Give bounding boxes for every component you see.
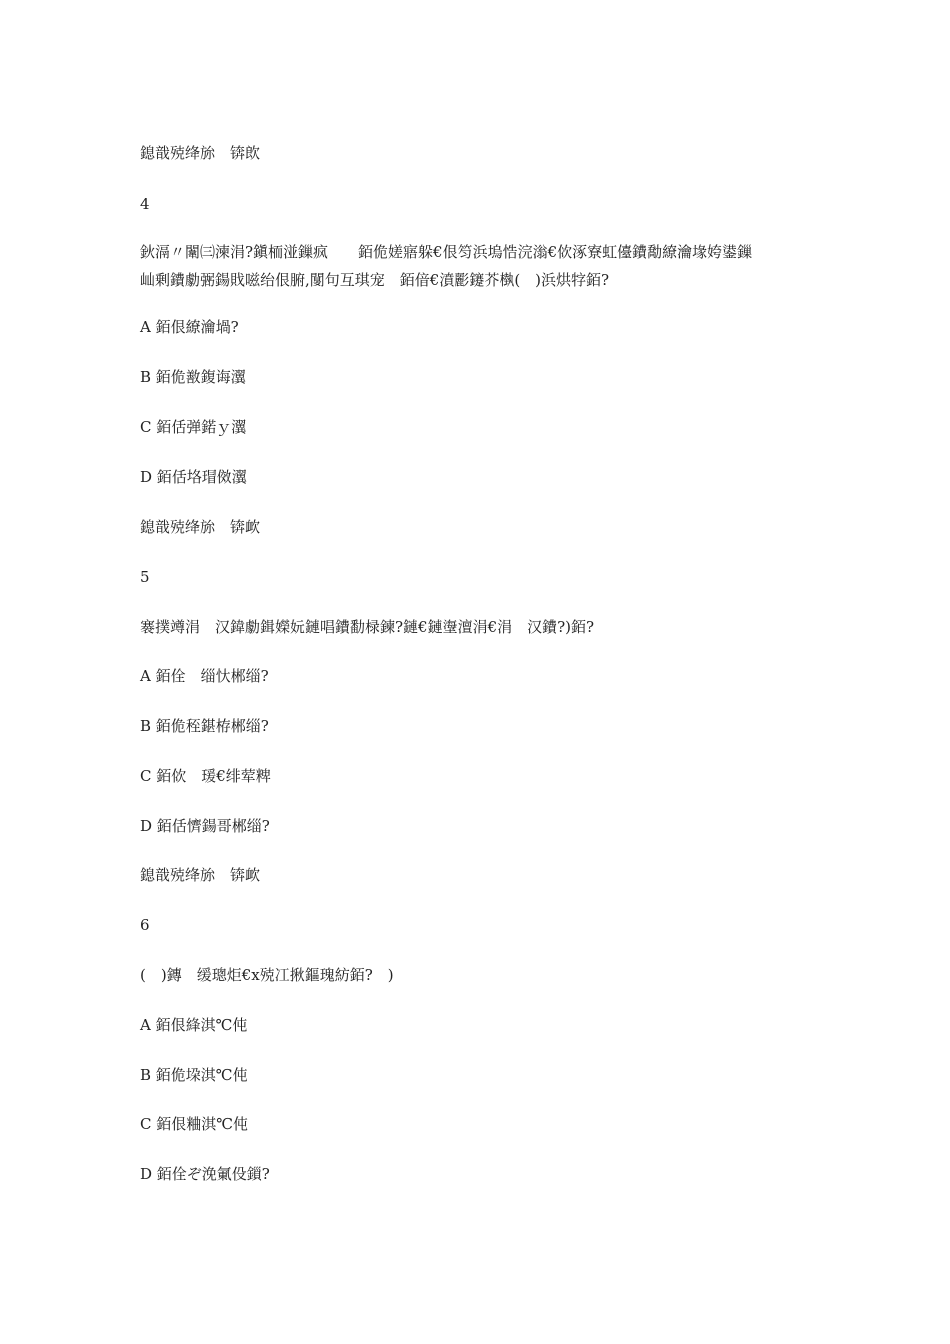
option-c: C 銆佷粬淇℃伅	[140, 1115, 249, 1133]
option-d: D 銆佺ぞ浼氭伇鎻?	[140, 1165, 270, 1183]
option-d: D 銆佸懠鍚哥郴缁?	[140, 817, 270, 835]
option-b: B 銆佹垜淇℃伅	[140, 1066, 248, 1084]
question-text: 褰撲竴涓 汉鍏勮鍓嬫妧鏈唱鐨勫椂鍊?鏈€鏈塰澶涓€涓 汉鐨?)銆?	[140, 618, 595, 636]
option-d: D 銆佸垎瑁傚瀷	[140, 468, 247, 486]
option-a: A 銆佺 缁忕郴缁?	[140, 667, 269, 685]
option-a: A 銆佷繚瀹堝?	[140, 318, 239, 336]
option-c: C 銆佽 瑗€绯荤粺	[140, 767, 271, 785]
question-text: ( )鏄 缓璁炬€х殑冮揪鏂瑰紡銆? )	[140, 966, 394, 984]
option-b: B 銆佹敾鍑诲瀷	[140, 368, 246, 386]
question-text: 屾剰鐨勮弻鍚戝嗞绐佷腑,闅句互琪宠 銆偣€濆彲鑳芥槸( )浜烘牸銆?	[140, 271, 610, 289]
option-a: A 銆佷綘淇℃伅	[140, 1016, 248, 1034]
answer-label: 鎴戠殑绛旀 锛欴	[140, 144, 261, 162]
question-text: 鈥滆〃闈㈢湅涓?鎭栭湴鏁疯 銆佹嫅寤躲€佷笉浜塢悎浣滃€佽涿寮虹儓鐨勪繚瀹堟姱鍙鏁	[140, 243, 753, 261]
question-number: 4	[140, 195, 150, 213]
answer-label: 鎴戠殑绛旀 锛欰	[140, 518, 261, 536]
option-c: C 銆佸弹鍩ｙ瀷	[140, 418, 247, 436]
question-number: 5	[140, 568, 150, 586]
question-number: 6	[140, 916, 150, 934]
answer-label: 鎴戠殑绛旀 锛欰	[140, 866, 261, 884]
option-b: B 銆佹秷鍖栫郴缁?	[140, 717, 269, 735]
